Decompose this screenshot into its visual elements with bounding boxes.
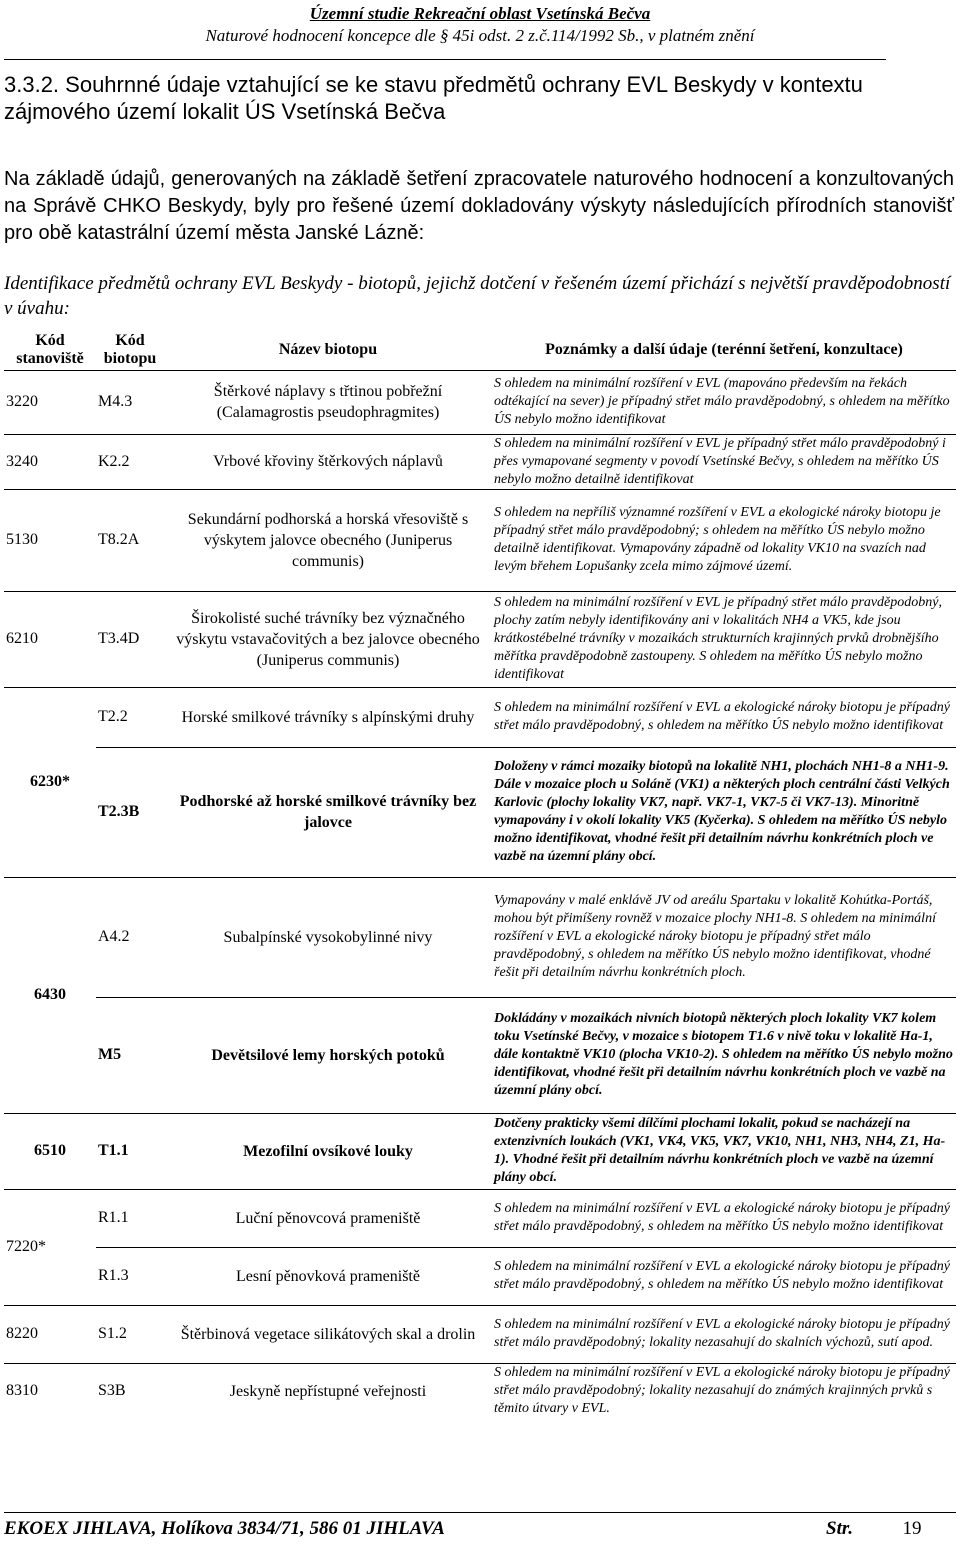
biotope-note: S ohledem na minimální rozšíření v EVL je případný střet málo pravděpodobný, plochy zatím nebyly identifikovány ani v lokalitách NH4 a VK5, kde jsou krátkostébelné trávníky v mozaikách strukturních krajinných prvků drobnějšího měřítka pravděpodobně zastoupeny. S ohledem na měřítko ÚS nebylo možno identifikovat [492, 591, 956, 687]
biotope-code: M5 [96, 997, 164, 1113]
habitat-table [4, 330, 956, 1419]
header-notes: Poznámky a další údaje (terénní šetření, konzultace) [545, 340, 903, 358]
table-row [4, 370, 956, 434]
site-code: 6510 [4, 1113, 96, 1189]
biotope-code: A4.2 [96, 877, 164, 997]
intro-paragraph: Na základě údajů, generovaných na základě šetření zpracovatele naturového hodnocení a konzultovaných na Správě CHKO Beskydy, byly pro řešené území dokladovány výskyty následujících přírodních stanovišť pro obě katastrální území města Janské Lázně: [4, 168, 954, 244]
biotope-name: Širokolisté suché trávníky bez význačného výskytu vstavačovitých a bez jalovce obecného (Juniperus communis) [164, 591, 492, 687]
biotope-code: T2.3B [96, 747, 164, 877]
site-code: 6210 [4, 591, 96, 687]
table-row [4, 1305, 956, 1363]
table-row [4, 489, 956, 591]
biotope-code: T2.2 [96, 687, 164, 747]
site-code: 8220 [4, 1305, 96, 1363]
biotope-code: S3B [96, 1363, 164, 1419]
biotope-note: S ohledem na minimální rozšíření v EVL a ekologické nároky biotopu je případný střet málo pravděpodobný, s ohledem na měřítko ÚS nebylo možno identifikovat [492, 1247, 956, 1305]
table-row [4, 1363, 956, 1419]
biotope-name: Podhorské až horské smilkové trávníky bez jalovce [164, 747, 492, 877]
biotope-note: S ohledem na minimální rozšíření v EVL a ekologické nároky biotopu je případný střet málo pravděpodobný, s ohledem na měřítko ÚS nebylo možno identifikovat [492, 687, 956, 747]
table-row [4, 1113, 956, 1189]
site-code: 6430 [4, 877, 96, 1113]
table-row [4, 1189, 956, 1247]
header-habitat-site-code: Kód stanoviště [16, 331, 84, 367]
table-row [4, 1247, 956, 1305]
biotope-note: Vymapovány v malé enklávě JV od areálu Spartaku v lokalitě Kohútka-Portáš, mohou být přimíšeny rovněž v mozaice plochy NH1-8. S ohledem na minimální rozšíření v EVL a ekologické nároky biotopu je případný střet málo pravděpodobný, s ohledem na měřítko ÚS nebylo možno identifikovat, vhodné řešit při detailním návrhu konkrétních ploch. [492, 877, 956, 997]
footer-address: EKOEX JIHLAVA, Holíkova 3834/71, 586 01 JIHLAVA [4, 1518, 445, 1539]
biotope-name: Jeskyně nepřístupné veřejnosti [164, 1363, 492, 1419]
site-code: 3220 [4, 370, 96, 434]
site-code: 7220* [4, 1189, 96, 1305]
site-code: 6230* [4, 687, 96, 877]
table-row [4, 591, 956, 687]
biotope-name: Štěrbinová vegetace silikátových skal a drolin [164, 1305, 492, 1363]
biotope-name: Luční pěnovcová prameniště [164, 1189, 492, 1247]
footer-divider [4, 1512, 956, 1513]
header-divider [4, 59, 886, 60]
biotope-code: T8.2A [96, 489, 164, 591]
table-row [4, 997, 956, 1113]
biotope-note: S ohledem na minimální rozšíření v EVL a ekologické nároky biotopu je případný střet málo pravděpodobný; lokality nezasahují do známých krajinných prvků s těmito útvary v EVL. [492, 1363, 956, 1419]
document-header-subtitle: Naturové hodnocení koncepce dle § 45i odst. 2 z.č.114/1992 Sb., v platném znění [205, 26, 755, 45]
biotope-name: Mezofilní ovsíkové louky [164, 1113, 492, 1189]
biotope-note: Dotčeny prakticky všemi dílčími plochami lokalit, pokud se nacházejí na extenzivních loukách (VK1, VK4, VK5, VK7, VK10, NH1, NH3, NH4, Z1, Ha-1). Vhodné řešit při detailním návrhu konkrétních ploch ve vazbě na územní plány obcí. [492, 1113, 956, 1189]
biotope-code: R1.3 [96, 1247, 164, 1305]
site-code: 8310 [4, 1363, 96, 1419]
table-row [4, 747, 956, 877]
biotope-note: Dokládány v mozaikách nivních biotopů některých ploch lokality VK7 kolem toku Vsetínské Bečvy, v mozaice s biotopem T1.6 v nivě toku v lokalitě Ha-1, dále kontaktně VK10 (plocha VK10-2). S ohledem na měřítko ÚS nebylo možno identifikovat, vhodné řešit při detailním návrhu konkrétních ploch ve vazbě na územní plány obcí. [492, 997, 956, 1113]
identification-paragraph: Identifikace předmětů ochrany EVL Beskydy - biotopů, jejichž dotčení v řešeném území přichází s největší pravděpodobností v úvahu: [4, 273, 951, 319]
biotope-name: Subalpínské vysokobylinné nivy [164, 877, 492, 997]
table-row [4, 434, 956, 489]
page-label: Str. [826, 1518, 853, 1539]
biotope-code: K2.2 [96, 434, 164, 489]
document-header-title: Územní studie Rekreační oblast Vsetínská Bečva [309, 4, 651, 23]
header-biotope-name: Název biotopu [278, 340, 378, 358]
table-row [4, 877, 956, 997]
page-number-value: 19 [902, 1518, 922, 1539]
site-code: 3240 [4, 434, 96, 489]
biotope-code: R1.1 [96, 1189, 164, 1247]
header-biotope-code: Kód biotopu [103, 331, 157, 367]
biotope-name: Vrbové křoviny štěrkových náplavů [164, 434, 492, 489]
page-number [826, 1518, 921, 1540]
section-title: 3.3.2. Souhrnné údaje vztahující se ke stavu předmětů ochrany EVL Beskydy v kontextu zájmového území lokalit ÚS Vsetínská Bečva [4, 72, 863, 124]
biotope-name: Horské smilkové trávníky s alpínskými druhy [164, 687, 492, 747]
biotope-note: S ohledem na minimální rozšíření v EVL je případný střet málo pravděpodobný i přes vymapované segmenty v povodí Vsetínské Bečvy, s ohledem na měřítko ÚS nebylo možno detailně identifikovat [492, 434, 956, 489]
biotope-note: Doloženy v rámci mozaiky biotopů na lokalitě NH1, plochách NH1-8 a NH1-9. Dále v mozaice ploch u Soláně (VK1) a některých ploch centrální části Velkých Karlovic (plochy lokality VK7, např. VK7-1, VK7-5 či VK7-13). Minoritně vymapovány i v okolí lokality VK5 (Kyčerka). S ohledem na měřítko ÚS nebylo možno identifikovat, vhodné řešit při detailním návrhu konkrétních ploch ve vazbě na územní plány obcí. [492, 747, 956, 877]
biotope-name: Lesní pěnovková prameniště [164, 1247, 492, 1305]
biotope-code: T3.4D [96, 591, 164, 687]
biotope-note: S ohledem na minimální rozšíření v EVL a ekologické nároky biotopu je případný střet málo pravděpodobný, s ohledem na měřítko ÚS nebylo možno identifikovat [492, 1189, 956, 1247]
table-row [4, 687, 956, 747]
biotope-name: Štěrkové náplavy s třtinou pobřežní (Calamagrostis pseudophragmites) [164, 370, 492, 434]
biotope-note: S ohledem na nepříliš významné rozšíření v EVL a ekologické nároky biotopu je případný střet málo pravděpodobný; s ohledem na měřítko ÚS nebylo možno detailně identifikovat. Vymapovány západně od lokality VK10 na svazích nad levým břehem Lopušanky zcela mimo zájmové území. [492, 489, 956, 591]
biotope-code: S1.2 [96, 1305, 164, 1363]
site-code: 5130 [4, 489, 96, 591]
biotope-code: T1.1 [96, 1113, 164, 1189]
biotope-name: Sekundární podhorská a horská vřesoviště s výskytem jalovce obecného (Juniperus communis) [164, 489, 492, 591]
biotope-note: S ohledem na minimální rozšíření v EVL (mapováno především na řekách odtékající na sever) je případný střet málo pravděpodobný, s ohledem na měřítko ÚS nebylo možno identifikovat [492, 370, 956, 434]
biotope-code: M4.3 [96, 370, 164, 434]
biotope-note: S ohledem na minimální rozšíření v EVL a ekologické nároky biotopu je případný střet málo pravděpodobný; lokality nezasahují do skalních výchozů, sutí apod. [492, 1305, 956, 1363]
biotope-name: Devětsilové lemy horských potoků [164, 997, 492, 1113]
